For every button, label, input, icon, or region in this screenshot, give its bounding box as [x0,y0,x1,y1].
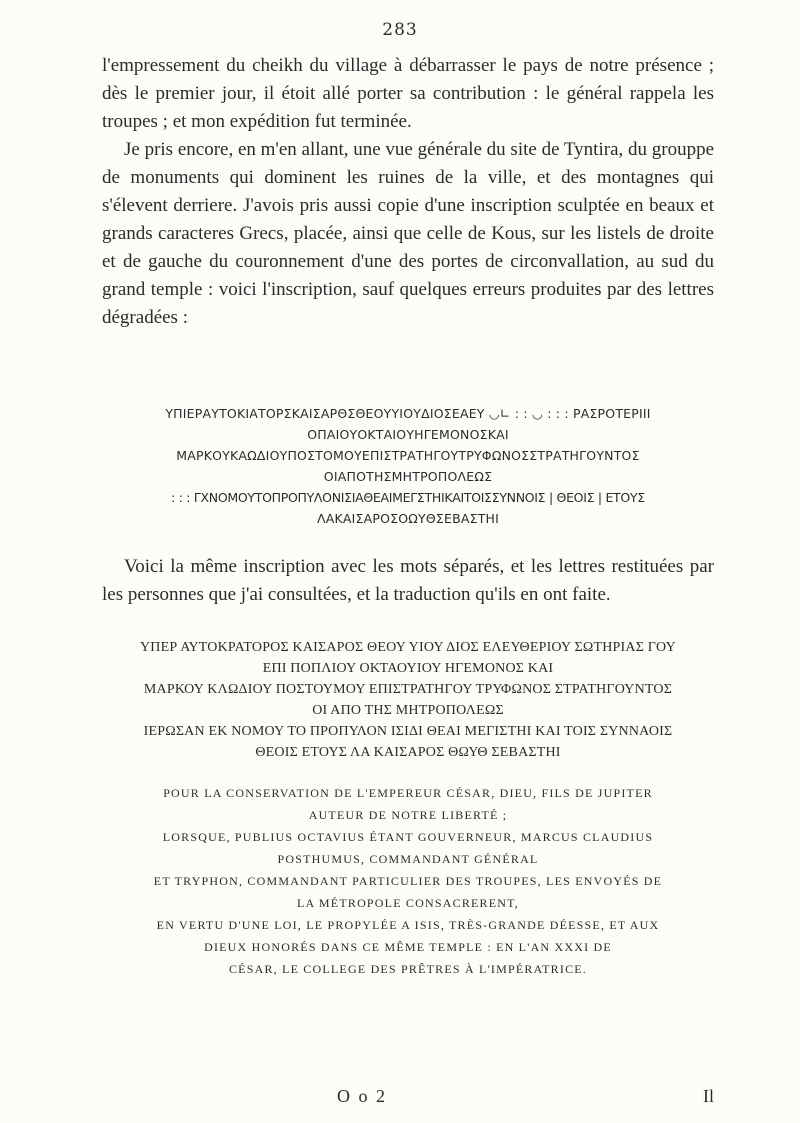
translation-line: DIEUX HONORÉS DANS CE MÊME TEMPLE : EN L'AN XXXI DE [204,940,612,954]
inscription-line: ΜΑΡΚΟΥ ΚΛΩΔΙΟΥ ΠΟΣΤΟΥΜΟΥ ΕΠΙΣΤΡΑΤΗΓΟΥ ΤΡΥΦΩΝΟΣ ΣΤΡΑΤΗΓΟΥΝΤΟΣ [143,682,673,697]
body-text [102,52,714,332]
inscription-line: ΟΙΑΠΟΤΗΣΜΗΤΡΟΠΟΛΕΩΣ [323,469,493,484]
translation-line: POUR LA CONSERVATION DE L'EMPEREUR CÉSAR, DIEU, FILS DE JUPITER [163,786,653,800]
inscription-line: ΜΑΡΚΟΥΚΑΩΔΙΟΥΠΟΣΤΟΜΟΥΕΠΙΣΤΡΑΤΗΓΟΥΤΡΥΦΩΝΟΣΣΤΡΑΤΗΓΟΥΝΤΟΣ [176,448,640,463]
greek-inscription-restored [102,637,714,763]
paragraph-2: Je pris encore, en m'en allant, une vue générale du site de Tyntira, du grouppe de monuments qui dominent les ruines de la ville, et des montagnes qui s'élevent derriere. J'avois pris aussi copie d'une inscription sculptée en beaux et grands caracteres Grecs, placée, ainsi que celle de Kous, sur les listels de droite et de gauche du couronnement d'une des portes de circonvallation, au sud du grand temple : voici l'inscription, sauf quelques erreurs produites par des lettres dégradées : [102,139,715,328]
inscription-line: ΛΑΚΑΙΣΑΡΟΣΟΩΥΘΣΕΒΑΣΤΗΙ [316,511,500,526]
translation-line: LA MÉTROPOLE CONSACRERENT, [297,896,519,910]
inscription-line: ΕΠΙ ΠΟΠΛΙΟΥ ΟΚΤΑΟΥΙΟΥ ΗΓΕΜΟΝΟΣ ΚΑΙ [262,661,554,676]
translation-line: LORSQUE, PUBLIUS OCTAVIUS ÉTANT GOUVERNEUR, MARCUS CLAUDIUS [162,830,654,844]
inscription-line: ΘΕΟΙΣ ΕΤΟΥΣ ΛΑ ΚΑΙΣΑΡΟΣ ΘΩΥΘ ΣΕΒΑΣΤΗΙ [255,745,561,760]
catchword: Il [703,1086,714,1106]
translation-line: ET TRYPHON, COMMANDANT PARTICULIER DES TROUPES, LES ENVOYÉS DE [153,874,663,888]
paragraph-1: l'empressement du cheikh du village à débarrasser le pays de notre présence ; dès le premier jour, il étoit allé porter sa contribution : le général rappela les troupes ; et mon expédition fut terminée. [102,55,714,132]
greek-inscription-original [102,403,714,529]
inscription-line: : : : ΓΧΝΟΜΟΥΤΟΠΡΟΠΥΛΟΝΙΣΙΑΘΕΑΙΜΕΓΣΤΗΙΚΑΙΤΟΙΣΣΥΝΝΟΙΣ | ΘΕΟΙΣ | ΕΤΟΥΣ [171,490,645,505]
signature-mark: O o 2 [337,1086,387,1106]
explanation-paragraph: Voici la même inscription avec les mots séparés, et les lettres restituées par les personnes que j'ai consultées, et la traduction qu'ils en ont faite. [102,556,714,605]
translation-line: POSTHUMUS, COMMANDANT GÉNÉRAL [277,852,539,866]
page-number: 283 [382,20,418,40]
translation-line: CÉSAR, LE COLLEGE DES PRÊTRES À L'IMPÉRATRICE. [228,962,588,976]
inscription-line: ΥΠΙΕΡΑΥΤΟΚΙΑΤΟΡΣΚΑΙΣΑΡΘΣΘΕΟΥΥΙΟΥΔΙΟΣΕΑΕΥ ◡∟ : : ◡ : : : ΡΑΣΡΟΤΕΡΙΙΙ [165,406,651,421]
inscription-line: ΟΙ ΑΠΟ ΤΗΣ ΜΗΤΡΟΠΟΛΕΩΣ [312,703,504,718]
french-translation [102,782,714,980]
translation-line: AUTEUR DE NOTRE LIBERTÉ ; [308,808,508,822]
inscription-line: ΙΕΡΩΣΑΝ ΕΚ ΝΟΜΟΥ ΤΟ ΠΡΟΠΥΛΟΝ ΙΣΙΔΙ ΘΕΑΙ ΜΕΓΙΣΤΗΙ ΚΑΙ ΤΟΙΣ ΣΥΝΝΑΟΙΣ [143,724,673,739]
page-footer [102,1086,714,1110]
inscription-line: ΥΠΕΡ ΑΥΤΟΚΡΑΤΟΡΟΣ ΚΑΙΣΑΡΟΣ ΘΕΟΥ ΥΙΟΥ ΔΙΟΣ ΕΛΕΥΘΕΡΙΟΥ ΣΩΤΗΡΙΑΣ ΓΟΥ [140,640,676,655]
inscription-line: ΟΠΑΙΟΥΟΚΤΑΙΟΥΗΓΕΜΟΝΟΣΚΑΙ [307,427,509,442]
translation-line: EN VERTU D'UNE LOI, LE PROPYLÉE A ISIS, TRÈS-GRANDE DÉESSE, ET AUX [156,918,660,932]
